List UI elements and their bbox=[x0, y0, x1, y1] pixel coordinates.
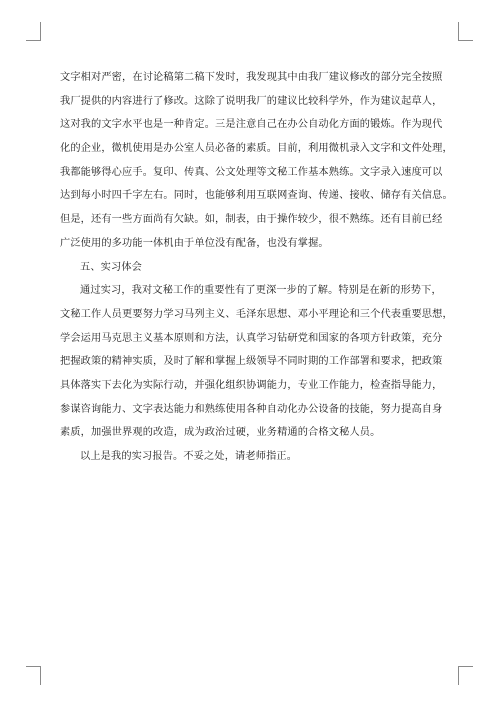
crop-mark-bottom-right bbox=[458, 666, 473, 685]
text-line: 但是，还有一些方面尚有欠缺。如，制表，由于操作较少，很不熟练。还有目前已经 bbox=[60, 214, 443, 226]
paragraph-experience bbox=[60, 279, 453, 445]
text-line: 学会运用马克思主义基本原则和方法，认真学习钻研党和国家的各项方针政策，充分 bbox=[60, 332, 443, 344]
closing-line: 以上是我的实习报告。不妥之处，请老师指正。 bbox=[80, 451, 298, 462]
text-line: 文字相对严密，在讨论稿第二稿下发时，我发现其中由我厂建议修改的部分完全按照 bbox=[60, 72, 443, 83]
text-line: 达到每小时四千字左右。同时，也能够利用互联网查询、传递、接收、储存有关信息。 bbox=[60, 190, 453, 202]
text-line: 文秘工作人员更要努力学习马列主义、毛泽东思想、邓小平理论和三个代表重要思想， bbox=[60, 308, 453, 320]
text-line: 素质，加强世界观的改造，成为政治过硬，业务精通的合格文秘人员。 bbox=[60, 427, 381, 439]
crop-mark-bottom-left bbox=[26, 666, 41, 685]
text-line: 这对我的文字水平也是一种肯定。三是注意自己在办公自动化方面的锻炼。作为现代 bbox=[60, 119, 443, 131]
text-line: 参谋咨询能力、文字表达能力和熟练使用各种自动化办公设备的技能，努力提高自身 bbox=[60, 403, 443, 415]
text-line: 把握政策的精神实质，及时了解和掌握上级领导不同时期的工作部署和要求，把政策 bbox=[60, 356, 443, 368]
crop-mark-top-right bbox=[458, 22, 473, 41]
text-line: 化的企业，微机使用是办公室人员必备的素质。目前，利用微机录入文字和文件处理， bbox=[60, 143, 453, 155]
text-line: 我都能够得心应手。复印、传真、公文处理等文秘工作基本熟练。文字录入速度可以 bbox=[60, 166, 443, 178]
document-body bbox=[60, 66, 453, 469]
section-heading: 五、实习体会 bbox=[80, 261, 143, 273]
text-line: 具体落实下去化为实际行动，并强化组织协调能力，专业工作能力，检查指导能力， bbox=[60, 379, 443, 391]
paragraph-continued bbox=[60, 66, 453, 256]
text-line: 广泛使用的多功能一体机由于单位没有配备，也没有掌握。 bbox=[60, 237, 329, 249]
text-line: 我厂提供的内容进行了修改。这除了说明我厂的建议比较科学外，作为建议起草人， bbox=[60, 95, 443, 107]
text-line: 通过实习，我对文秘工作的重要性有了更深一步的了解。特别是在新的形势下， bbox=[80, 285, 442, 297]
crop-mark-top-left bbox=[26, 22, 41, 41]
